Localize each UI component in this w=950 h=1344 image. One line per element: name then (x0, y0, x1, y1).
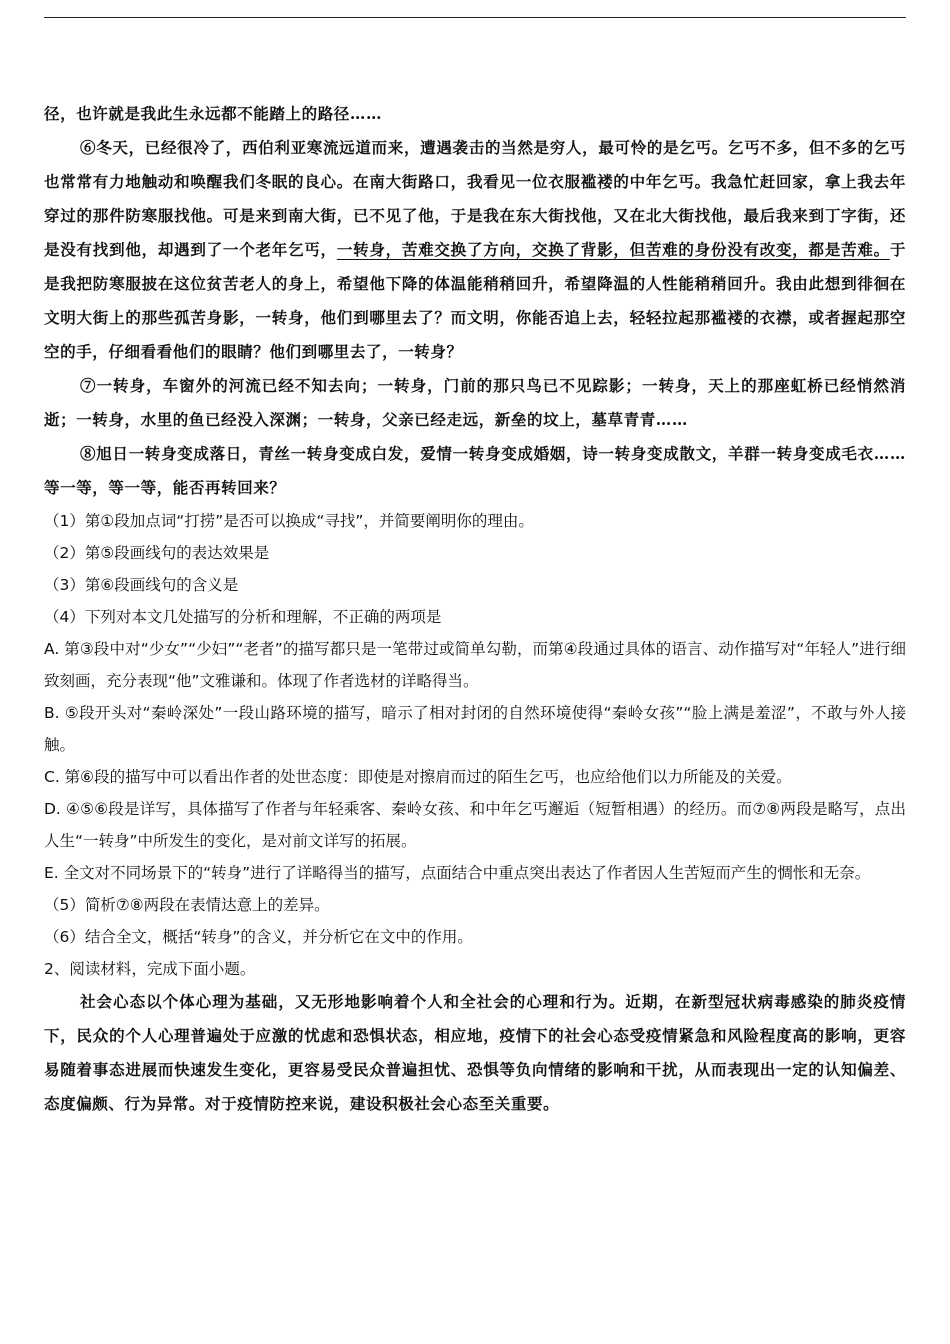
paragraph-6-text-a: ⑥冬天，已经很冷了，西伯利亚寒流远道而来，遭遇袭击的当然是穷人，最可怜的是乞丐。乞丐不多，但不多的乞丐也常常有力地触动和唤醒我们冬眠的良心。在南大街路口，我看见一位衣服褴褛的中年乞丐。我急忙赶回家，拿上我去年穿过的那件防寒服找他。可是来到南大街，已不见了他，于是我在东大街找他，又在北大街找他，最后我来到丁字街，还是没有找到他，却遇到了一个老年乞丐， (44, 138, 906, 259)
question-1: （1）第①段加点词“打捞”是否可以换成“寻找”，并简要阐明你的理由。 (44, 512, 534, 530)
option-d: D. ④⑤⑥段是详写，具体描写了作者与年轻乘客、秦岭女孩、和中年乞丐邂逅（短暂相遇）的经历。而⑦⑧两段是略写，点出人生“一转身”中所发生的变化，是对前文详写的拓展。 (44, 800, 906, 850)
option-e: E. 全文对不同场景下的“转身”进行了详略得当的描写，点面结合中重点突出表达了作者因人生苦短而产生的惆怅和无奈。 (44, 864, 871, 882)
paragraph-8: ⑧旭日一转身变成落日，青丝一转身变成白发，爱情一转身变成婚姻，诗一转身变成散文，羊群一转身变成毛衣……等一等，等一等，能否再转回来？ (44, 444, 906, 497)
section-2-paragraph: 社会心态以个体心理为基础，又无形地影响着个人和全社会的心理和行为。近期，在新型冠状病毒感染的肺炎疫情下，民众的个人心理普遍处于应激的忧虑和恐惧状态，相应地，疫情下的社会心态受疫情紧急和风险程度高的影响，更容易随着事态进展而快速发生变化，更容易受民众普遍担忧、恐惧等负向情绪的影响和干扰，从而表现出一定的认知偏差、态度偏颇、行为异常。对于疫情防控来说，建设积极社会心态至关重要。 (44, 992, 906, 1113)
document-body (44, 97, 906, 1121)
option-a: A. 第③段中对“少女”“少妇”“老者”的描写都只是一笔带过或简单勾勒，而第④段通过具体的语言、动作描写对“年轻人”进行细致刻画，充分表现“他”文雅谦和。体现了作者选材的详略得当。 (44, 640, 906, 690)
section-2-heading: 2、阅读材料，完成下面小题。 (44, 960, 256, 978)
question-2: （2）第⑤段画线句的表达效果是 (44, 544, 270, 562)
paragraph-6 (44, 131, 906, 369)
paragraph-7: ⑦一转身，车窗外的河流已经不知去向；一转身，门前的那只鸟已不见踪影；一转身，天上的那座虹桥已经悄然消逝；一转身，水里的鱼已经没入深渊；一转身，父亲已经走远，新垒的坟上，墓草青青…… (44, 376, 906, 429)
option-b: B. ⑤段开头对“秦岭深处”一段山路环境的描写，暗示了相对封闭的自然环境使得“秦岭女孩”“脸上满是羞涩”，不敢与外人接触。 (44, 704, 906, 754)
paragraph-6-underlined-sentence: 一转身，苦难交换了方向，交换了背影，但苦难的身份没有改变，都是苦难。 (336, 240, 890, 259)
question-6: （6）结合全文，概括“转身”的含义，并分析它在文中的作用。 (44, 928, 473, 946)
question-3: （3）第⑥段画线句的含义是 (44, 576, 239, 594)
question-4: （4）下列对本文几处描写的分析和理解，不正确的两项是 (44, 608, 442, 626)
option-c: C. 第⑥段的描写中可以看出作者的处世态度：即使是对擦肩而过的陌生乞丐，也应给他们以力所能及的关爱。 (44, 768, 792, 786)
question-5: （5）简析⑦⑧两段在表情达意上的差异。 (44, 896, 330, 914)
passage-continuation: 径，也许就是我此生永远都不能踏上的路径…… (44, 104, 383, 123)
paragraph-6-text-b: 于是我把防寒服披在这位贫苦老人的身上，希望他下降的体温能稍稍回升，希望降温的人性能稍稍回升。我由此想到徘徊在文明大街上的那些孤苦身影，一转身，他们到哪里去了？而文明，你能否追上去，轻轻拉起那褴褛的衣襟，或者握起那空空的手，仔细看看他们的眼睛？他们到哪里去了，一转身？ (44, 240, 906, 361)
header-rule (44, 17, 906, 18)
